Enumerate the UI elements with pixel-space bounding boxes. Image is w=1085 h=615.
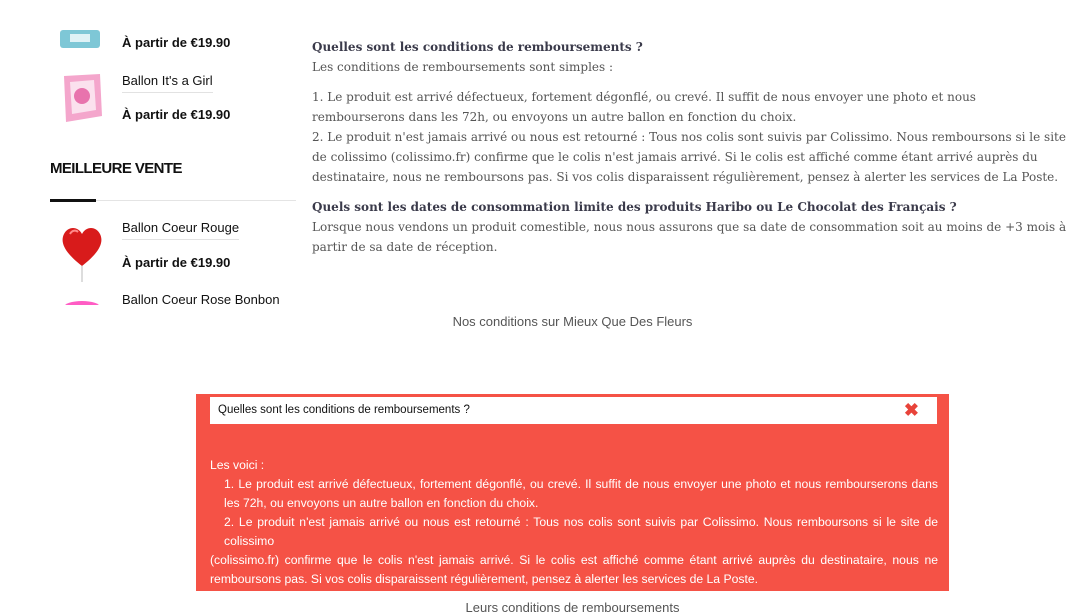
faq-content [312,37,1072,257]
faq-accordion-panel [196,394,949,591]
product-price: À partir de €19.90 [122,35,231,50]
accordion-body [210,456,938,589]
product-thumb-its-a-girl[interactable] [58,72,108,126]
faq-answer-item: 1. Le produit est arrivé défectueux, fortement dégonflé, ou crevé. Il suffit de nous envoyer une photo et nous rembourserons dans les 72h, ou envoyons un autre ballon en fonction du choix. [312,90,976,124]
product-name-link[interactable]: Ballon Coeur Rose Bonbon [122,292,280,305]
faq-answer: Lorsque nous vendons un produit comestible, nous nous assurons que sa date de consommation soit au moins de +3 mois à partir de sa date de réception. [312,220,1067,254]
product-name-link[interactable]: Ballon Coeur Rouge [122,220,239,240]
accordion-header[interactable] [210,397,937,424]
product-price: À partir de €19.90 [122,107,231,122]
product-thumb-red-heart[interactable] [58,222,108,282]
title-underline [50,199,96,202]
product-thumb-blue-balloon[interactable] [58,30,108,50]
faq-answer-intro: Les conditions de remboursements sont simples : [312,60,614,74]
accordion-item: 2. Le produit n'est jamais arrivé ou nous est retourné : Tous nos colis sont suivis par Colissimo. Nous remboursons si le site de colissimo [224,515,938,548]
conditions-caption: Nos conditions sur Mieux Que Des Fleurs [452,314,693,329]
best-sellers-title: MEILLEURE VENTE [50,160,182,177]
sidebar [0,0,300,305]
faq-answer-item: 2. Le produit n'est jamais arrivé ou nous est retourné : Tous nos colis sont suivis par Colissimo. Nous remboursons si le site de colissimo (colissimo.fr) confirme que le colis n'est jamais arrivé. Si le colis est affiché comme étant arrivé auprès du destinataire, nous ne remboursons pas. Si vos colis disparaissent régulièrement, pensez à alerter les services de La Poste. [312,130,1066,184]
faq-question: Quelles sont les conditions de remboursements ? [312,40,643,54]
accordion-item: 1. Le produit est arrivé défectueux, fortement dégonflé, ou crevé. Il suffit de nous envoyer une photo et nous rembourserons dans les 72h, ou envoyons un autre ballon en fonction du choix. [224,477,938,510]
close-icon[interactable]: ✖ [903,400,919,420]
accordion-item: (colissimo.fr) confirme que le colis n'est jamais arrivé. Si le colis est affiché comme étant arrivé auprès du destinataire, nous ne remboursons pas. Si vos colis disparaissent régulièrement, pensez à alerter les services de La Poste. [210,553,938,586]
accordion-title: Quelles sont les conditions de remboursements ? [218,404,470,416]
accordion-intro: Les voici : [210,458,265,472]
bottom-caption: Leurs conditions de remboursements [465,600,680,615]
faq-question: Quels sont les dates de consommation limite des produits Haribo ou Le Chocolat des Français ? [312,200,957,214]
divider [96,200,296,201]
product-price: À partir de €19.90 [122,255,231,270]
product-thumb-pink-heart[interactable] [62,296,112,305]
product-name-link[interactable]: Ballon It's a Girl [122,73,213,93]
